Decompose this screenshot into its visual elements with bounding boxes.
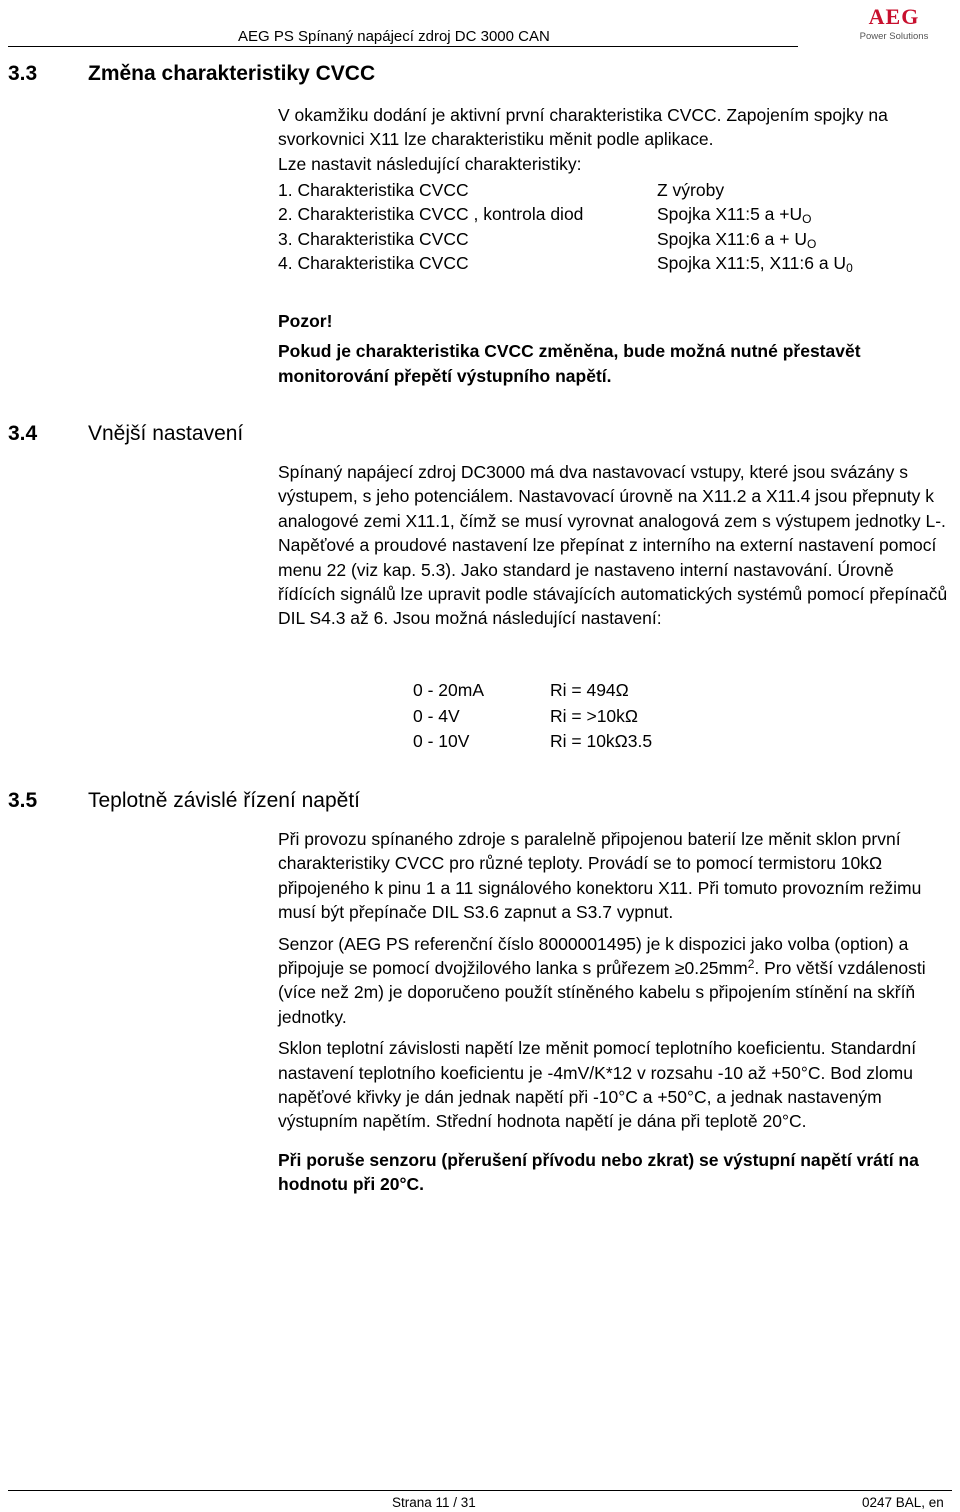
option-range: 0 - 10V bbox=[413, 731, 470, 751]
paragraph: Senzor (AEG PS referenční číslo 8000001495) je k dispozici jako volba (option) a připojuje se pomocí dvojžilového lanka s průřezem $\ge 0.25mm^2$. Pro větší vzdálenosti (více než 2m) je doporučeno použít stíněného kabelu s připojením stínění na skříň jednotky. bbox=[278, 933, 926, 1027]
characteristic-label: 2. Charakteristika CVCC , kontrola diod bbox=[278, 204, 584, 224]
characteristic-label: 4. Charakteristika CVCC bbox=[278, 253, 469, 273]
section-3-4-heading bbox=[8, 422, 243, 446]
characteristic-label: 1. Charakteristika CVCC bbox=[278, 180, 469, 200]
paragraph: Při provozu spínaného zdroje s paralelně připojenou baterií lze měnit sklon první charakteristiky CVCC pro různé teploty. Provádí se to pomocí termistoru 10kΩ připojeného k pinu 1 a 11 signálového konektoru X11. Při tomuto provozním režimu musí být přepínače DIL S3.6 zapnut a S3.7 vypnut. bbox=[278, 829, 922, 923]
paragraph: Napěťové a proudové nastavení lze přepínat z interního na externí nastavení pomocí menu 22 (viz kap. 5.3). Jako standard je nastaveno interní nastavování. Úrovně řídících signálů lze upravit podle stávajících automatických systémů pomocí přepínačů DIL S4.3 až 6. Jsou možná následující nastavení: bbox=[278, 535, 948, 629]
section-3-4-body bbox=[278, 460, 950, 631]
option-resistance: Ri = 10kΩ3.5 bbox=[550, 731, 653, 751]
page-number: Strana 11 / 31 bbox=[392, 1495, 476, 1510]
footer-divider bbox=[8, 1490, 952, 1491]
section-3-3-intro bbox=[278, 103, 950, 176]
section-3-5-heading bbox=[8, 789, 360, 813]
section-number: 3.3 bbox=[8, 62, 38, 85]
document-code: 0247 BAL, en bbox=[862, 1495, 944, 1510]
characteristic-setting: Spojka X11:6 $a + U_O$ bbox=[657, 229, 817, 251]
paragraph: Spínaný napájecí zdroj DC3000 má dva nastavovací vstupy, které jsou svázány s výstupem, s jeho potenciálem. Nastavovací úrovně na X11.2 a X11.4 jsou přepnuty k analogové zemi X11.1, čímž se musí vyrovnat analogová zem s výstupem jednotky L-. bbox=[278, 462, 946, 531]
characteristic-setting: Spojka X11:5 $a +U_O$ bbox=[657, 204, 812, 226]
section-number: 3.5 bbox=[8, 789, 38, 812]
paragraph: Sklon teplotní závislosti napětí lze měnit pomocí teplotního koeficientu. Standardní nastavení teplotního koeficientu je -4mV/K*12 v rozsahu -10 až +50°C. Bod zlomu napěťové křivky je dán jednak napětí při -10°C a +50°C, a jednak nastaveným výstupním napětím. Střední hodnota napětí je dána při teplotě 20°C. bbox=[278, 1038, 917, 1132]
logo-subtitle: Power Solutions bbox=[859, 31, 929, 42]
section-title: Teplotně závislé řízení napětí bbox=[88, 789, 360, 812]
section-3-5-body bbox=[278, 827, 950, 1197]
warning-block bbox=[278, 309, 950, 388]
characteristic-setting: Z výroby bbox=[657, 180, 725, 200]
warning-title: Pozor! bbox=[278, 311, 333, 331]
characteristic-setting: Spojka X11:5, X11:6 a $U_0$ bbox=[657, 253, 853, 275]
logo-brand: AEG bbox=[868, 4, 920, 29]
option-range: 0 - 20mA bbox=[413, 680, 484, 700]
aeg-logo bbox=[850, 6, 938, 42]
option-resistance: Ri = >10kΩ bbox=[550, 706, 638, 726]
characteristic-label: 3. Charakteristika CVCC bbox=[278, 229, 469, 249]
warning-text: Při poruše senzoru (přerušení přívodu nebo zkrat) se výstupní napětí vrátí na hodnotu při 20°C. bbox=[278, 1149, 919, 1195]
section-number: 3.4 bbox=[8, 422, 38, 445]
section-title: Vnější nastavení bbox=[88, 422, 244, 445]
header-divider bbox=[8, 46, 798, 47]
paragraph: Lze nastavit následující charakteristiky: bbox=[278, 153, 582, 174]
paragraph: V okamžiku dodání je aktivní první charakteristika CVCC. Zapojením spojky na svorkovnici X11 lze charakteristiku měnit podle aplikace. bbox=[278, 105, 888, 150]
section-3-3-heading bbox=[8, 62, 375, 86]
document-header-title: AEG PS Spínaný napájecí zdroj DC 3000 CAN bbox=[238, 28, 550, 45]
section-title: Změna charakteristiky CVCC bbox=[88, 62, 376, 85]
warning-text: Pokud je charakteristika CVCC změněna, bude možná nutné přestavět monitorování přepětí výstupního napětí. bbox=[278, 341, 861, 386]
option-range: 0 - 4V bbox=[413, 706, 460, 726]
option-resistance: Ri = 494Ω bbox=[550, 680, 629, 700]
